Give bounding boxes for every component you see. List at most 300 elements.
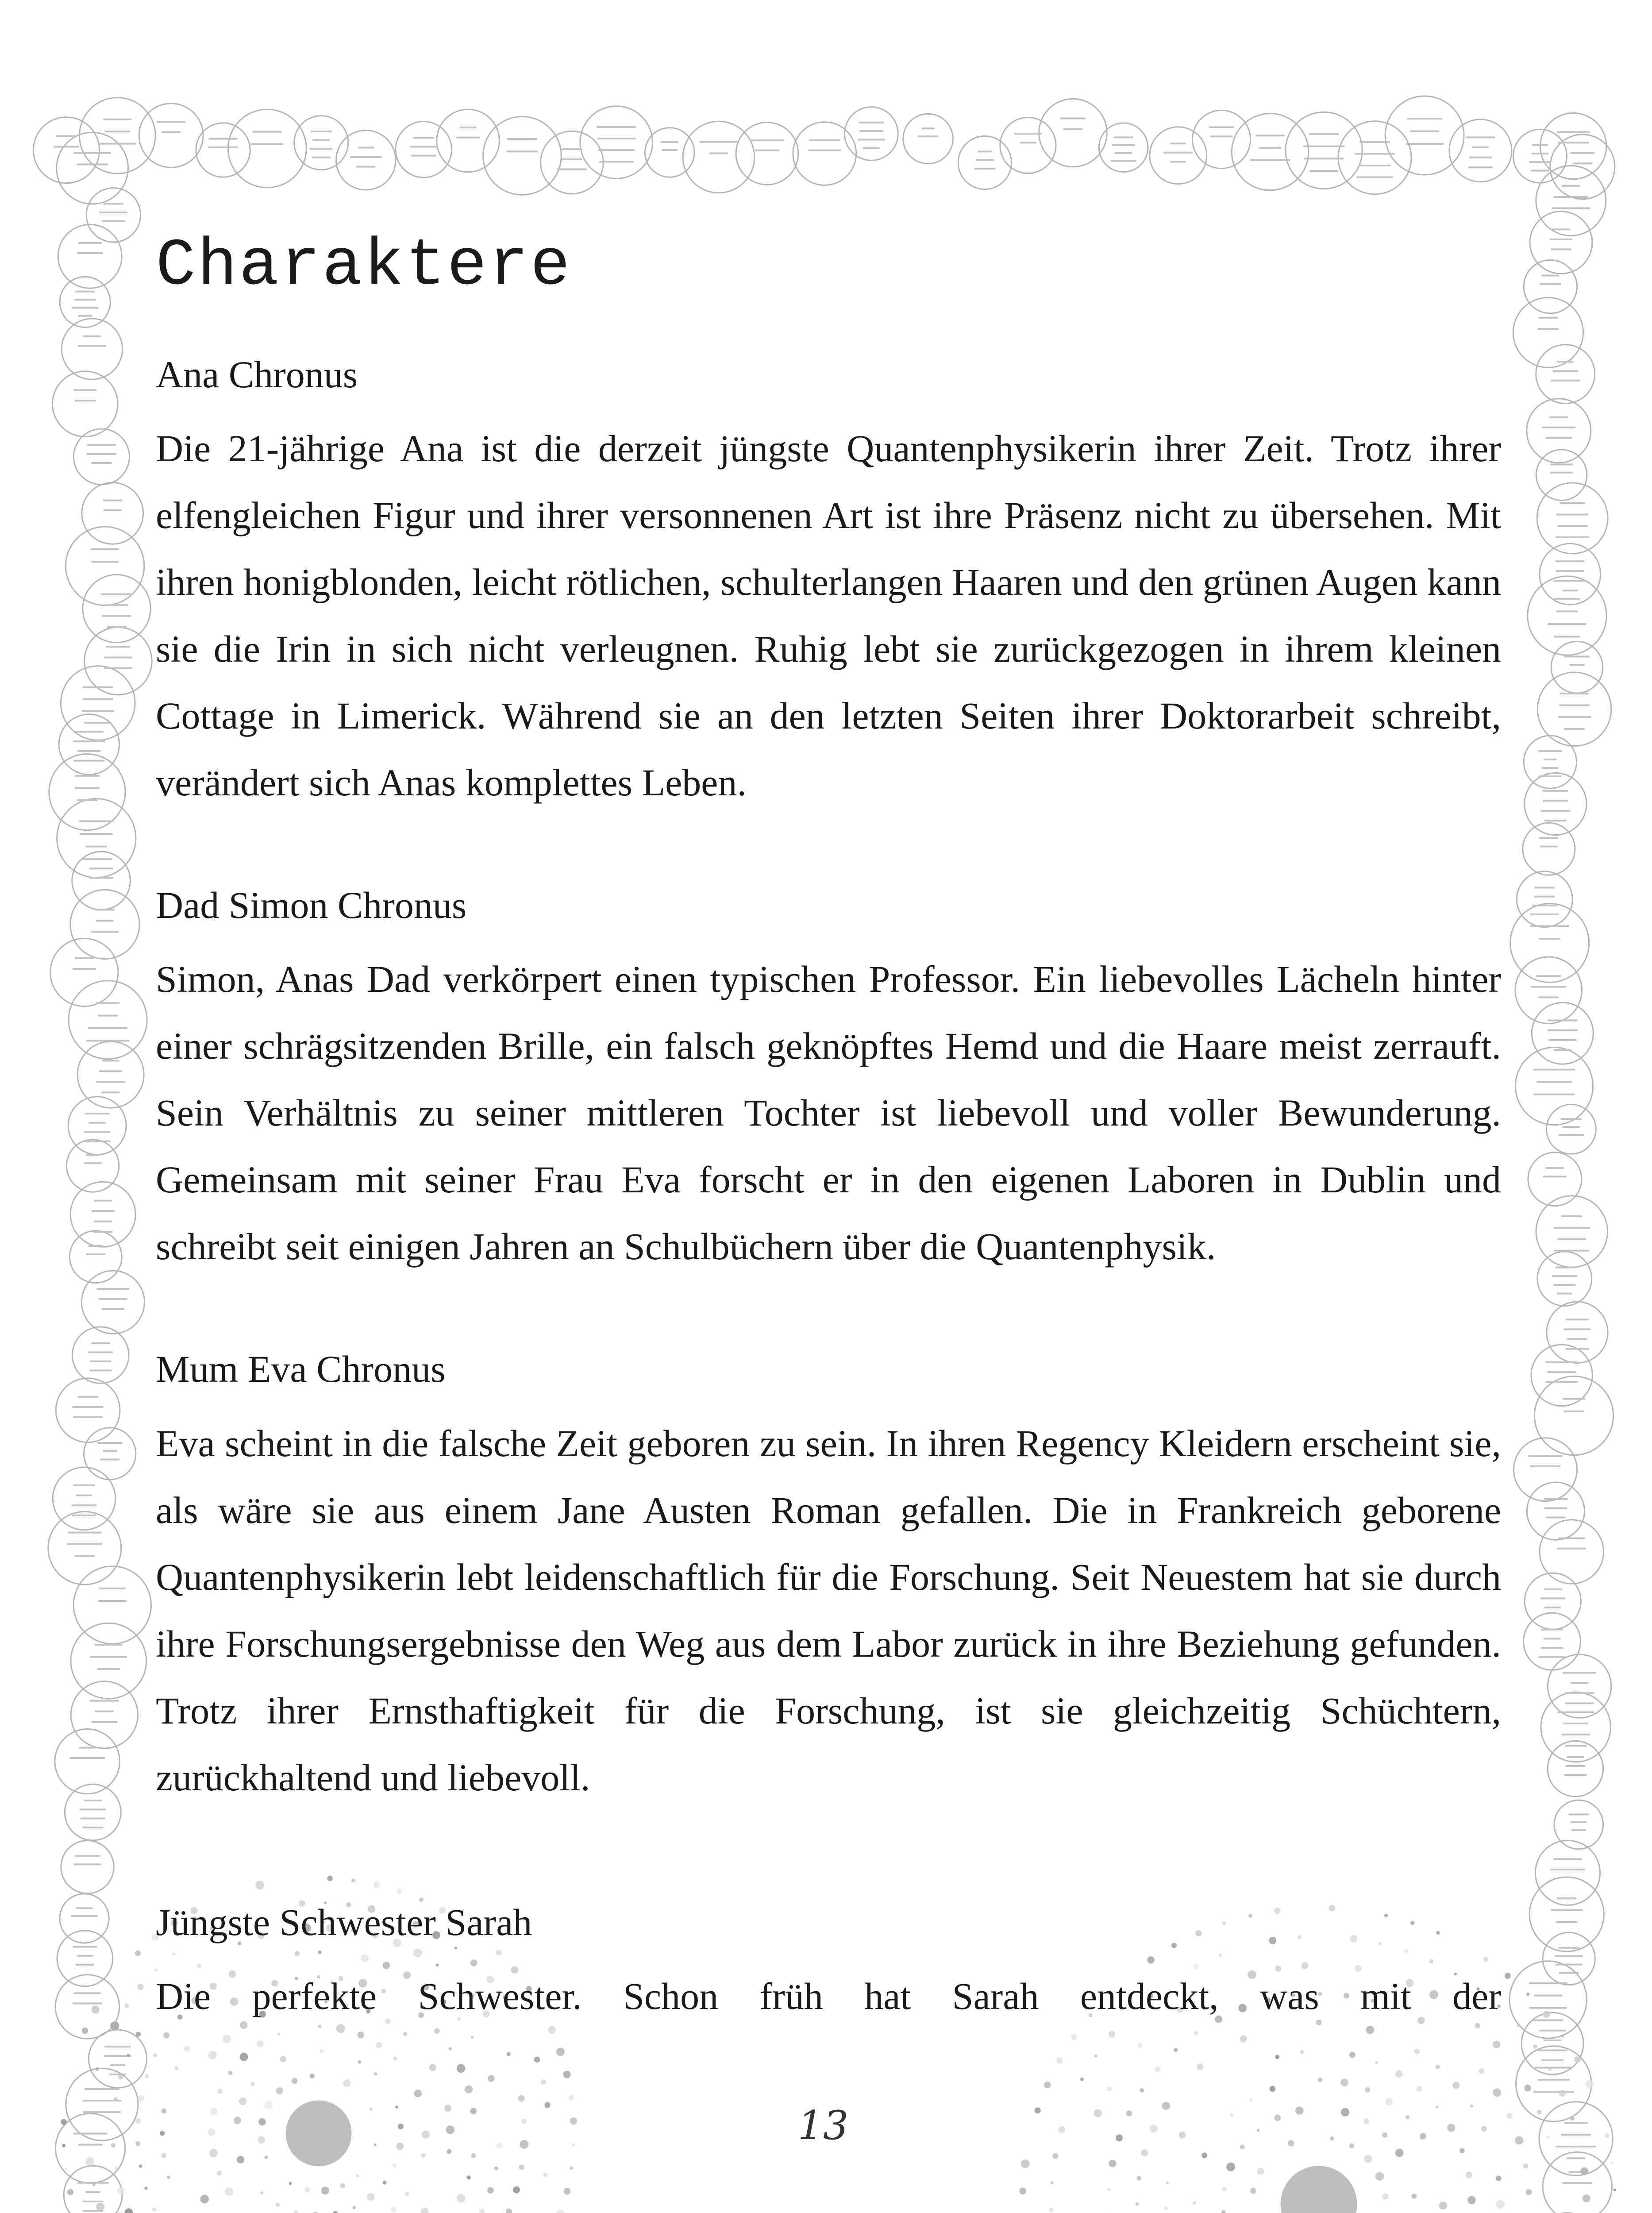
border-circle-scribble [251,143,283,145]
border-circle [1517,871,1572,927]
border-circle-scribble [922,127,935,129]
border-circle [53,371,118,437]
border-circle-scribble [109,2074,126,2075]
border-circle-scribble [1530,914,1559,915]
border-circle-scribble [77,252,103,254]
border-circle-scribble [858,139,885,140]
border-circle [1523,823,1575,875]
border-circle [1532,1002,1593,1064]
border-circle [1524,1613,1581,1670]
border-circle [84,1428,136,1480]
border-circle-scribble [80,833,113,835]
border-circle-scribble [1557,361,1573,362]
border-circle-scribble [253,131,282,133]
border-circle-scribble [1406,143,1444,145]
border-circle-scribble [89,1351,113,1353]
border-circle-scribble [104,657,132,659]
border-circle-scribble [1557,1897,1576,1899]
border-circle-scribble [1555,1955,1583,1957]
border-circle-scribble [1556,1921,1578,1923]
border-circle-scribble [97,1288,130,1290]
border-circle-scribble [99,1070,122,1072]
border-circle-scribble [1554,1227,1590,1229]
border-circle [69,981,147,1059]
border-circle-scribble [78,242,101,244]
border-circle-scribble [662,149,678,151]
border-circle-scribble [1564,2122,1588,2124]
character-name: Jüngste Schwester Sarah [156,1901,532,1943]
border-circle-scribble [72,1504,97,1506]
border-circle-scribble [157,121,185,123]
border-circle-scribble [1534,2091,1574,2093]
border-circle-scribble [1556,2146,1596,2147]
border-circle-scribble [1556,1964,1583,1966]
border-circle-scribble [77,750,101,752]
border-circle [65,1784,121,1840]
border-circle-scribble [99,143,136,145]
border-circle-scribble [90,1700,119,1701]
border-circle-scribble [102,1060,119,1061]
border-circle-scribble [1540,283,1561,285]
border-circle-scribble [1548,623,1587,625]
border-circle-scribble [1544,1588,1562,1590]
border-circle-scribble [1309,133,1339,135]
border-circle [69,1231,122,1283]
border-circle-scribble [1553,1284,1576,1286]
border-circle [736,123,798,185]
character-description: Die 21-jährige Ana ist die derzeit jüngste Quantenphysikerin ihrer Zeit. Trotz ihrer elfengleichen Figur und ihrer versonnenen Art ist ihre Präsenz nicht zu übersehen. Mit ihren honigblonden, leicht rötlichen, schulterlangen Haaren und den grünen Augen kann sie die Irin in sich nicht verleugnen. Ruhig lebt sie zurückgezogen in ihrem kleinen Cottage in Limerick. Während sie an den letzten Seiten ihrer Doktorarbeit schreibt, verändert sich Anas komplettes Leben. [156,427,1501,804]
border-circle-scribble [1544,1607,1561,1608]
border-circle-scribble [1540,810,1570,812]
border-circle-scribble [974,168,996,170]
border-circle-scribble [1556,1267,1574,1268]
border-circle-scribble [1556,570,1584,572]
border-circle-scribble [78,315,92,317]
border-circle-scribble [1546,1167,1564,1169]
border-circle-scribble [1538,2050,1567,2051]
border-circle [1529,1877,1604,1951]
border-circle-scribble [311,131,331,132]
border-circle-scribble [208,147,238,148]
border-circle-scribble [859,130,883,132]
border-circle-scribble [92,1721,117,1723]
border-circle-scribble [1565,1702,1594,1704]
border-circle [1537,483,1608,554]
border-circle-scribble [1532,144,1548,146]
border-circle-scribble [102,220,125,222]
border-circle-scribble [1557,525,1587,527]
border-circle-scribble [1534,1094,1575,1095]
border-circle [1039,99,1107,167]
border-circle [793,122,856,185]
border-circle-scribble [54,146,79,148]
border-circle-scribble [1468,166,1493,168]
border-circle-scribble [312,139,330,141]
border-circle-scribble [1564,1328,1590,1330]
border-circle [1547,1302,1608,1363]
border-circle-scribble [1529,2007,1567,2009]
border-circle-scribble [1556,610,1578,612]
border-circle-scribble [100,1459,119,1461]
border-circle-scribble [1540,846,1557,848]
border-circle [903,114,953,164]
border-circle-scribble [99,1298,127,1300]
border-circle [1548,1654,1611,1718]
border-circle-scribble [1359,141,1390,143]
border-circle-scribble [1544,759,1557,760]
border-circle [1530,212,1592,274]
border-circle-scribble [507,138,537,140]
border-circle-scribble [1551,380,1580,382]
border-circle-scribble [102,1308,124,1310]
border-circle-scribble [1544,1507,1567,1509]
border-circle-scribble [89,1369,112,1371]
border-circle-scribble [1539,775,1562,777]
border-circle-scribble [1553,370,1578,372]
border-circle-scribble [88,1027,127,1029]
border-circle-scribble [96,1081,125,1083]
border-circle-scribble [87,444,116,446]
border-circle-scribble [1063,128,1082,130]
border-circle-scribble [1250,159,1290,161]
border-circle-scribble [1531,170,1549,172]
border-circle-scribble [75,775,100,777]
character-name: Dad Simon Chronus [156,884,467,927]
border-circle [72,1327,129,1384]
border-circle-scribble [99,1588,126,1589]
border-circle-scribble [1530,925,1569,927]
border-circle-scribble [1566,1765,1585,1767]
border-circle-scribble [597,126,636,128]
border-circle-scribble [1304,158,1344,159]
border-circle-scribble [1210,135,1232,137]
border-circle-scribble [103,1450,117,1452]
border-circle-scribble [1542,767,1558,769]
border-circle-scribble [863,147,880,149]
border-circle-scribble [89,1122,106,1124]
border-circle-scribble [1571,1682,1589,1684]
border-circle [72,852,131,910]
border-circle-scribble [1356,176,1393,178]
border-circle-scribble [1552,228,1571,230]
border-circle-scribble [1014,133,1041,135]
border-circle-scribble [1530,1465,1560,1467]
border-circle-scribble [1563,1723,1588,1724]
border-circle-scribble [74,760,105,762]
border-circle-scribble [73,740,105,742]
border-circle-scribble [94,1221,112,1222]
border-circle-scribble [1559,705,1589,706]
border-circle-scribble [310,148,332,150]
border-circle [61,1841,114,1893]
border-circle-scribble [93,1231,112,1233]
border-circle-scribble [73,389,96,391]
border-circle [1536,345,1595,404]
border-circle-scribble [859,122,884,123]
border-circle-scribble [74,1863,101,1865]
border-circle-scribble [80,1808,106,1810]
border-circle-scribble [1556,560,1584,562]
border-circle [1515,1047,1593,1125]
border-circle [1000,117,1056,173]
border-circle-scribble [1171,161,1186,162]
border-circle-scribble [1567,1756,1584,1758]
border-circle-scribble [91,561,118,563]
border-circle-scribble [73,2133,108,2135]
border-circle-scribble [411,155,436,157]
border-circle-scribble [162,131,181,133]
border-circle-scribble [1539,1656,1565,1658]
border-circle-scribble [83,698,113,700]
border-circle [1527,399,1591,463]
border-circle-scribble [1546,1517,1566,1519]
border-circle [541,131,604,194]
border-circle-scribble [1550,472,1573,474]
border-circle-scribble [71,1915,98,1917]
page-number: 13 [797,2102,849,2149]
border-circle-scribble [1566,1348,1589,1350]
border-circle [336,131,396,190]
border-circle-scribble [1552,207,1590,209]
border-circle-scribble [97,1668,120,1670]
border-circle-scribble [1563,2182,1592,2184]
border-circle [1286,112,1362,189]
border-circle-scribble [84,1131,111,1133]
character-section-ana [156,352,1501,816]
border-circle-scribble [73,152,111,154]
border-circle-scribble [1535,2067,1573,2069]
border-circle [1521,2013,1583,2074]
border-circle [70,1182,135,1247]
border-circle [1515,957,1582,1024]
border-circle-scribble [73,2003,102,2005]
border-circle-scribble [1554,196,1588,198]
border-circle-scribble [1544,1638,1561,1639]
border-circle-scribble [1548,1029,1578,1031]
border-circle-scribble [710,152,728,154]
border-circle-scribble [1551,1869,1585,1870]
border-circle-scribble [1564,655,1590,657]
border-circle-scribble [73,1406,104,1408]
border-circle-scribble [85,2088,119,2090]
border-circle-scribble [94,1200,112,1202]
border-circle-scribble [87,453,116,455]
border-circle-scribble [86,1154,100,1156]
border-circle-scribble [1534,1995,1562,1997]
border-circle-scribble [98,1015,118,1017]
character-description: Simon, Anas Dad verkörpert einen typischen Professor. Ein liebevolles Lächeln hinter einer schrägsitzenden Brille, ein falsch geknöpftes Hemd und die Haare meist zerrauft. Sein Verhältnis zu seiner mittleren Tochter ist liebevoll und voller Bewunderung. Gemeinsam mit seiner Frau Eva forscht er in den eigenen Laboren in Dublin und schreibt seit einigen Jahren an Schulbüchern über die Quantenphysik. [156,958,1501,1268]
character-name: Ana Chronus [156,353,358,396]
border-circle-scribble [75,400,96,401]
border-circle-scribble [1570,664,1585,666]
border-circle-scribble [1529,1982,1567,1984]
border-circle-scribble [76,1495,92,1496]
border-circle [1524,260,1577,313]
border-circle-scribble [1541,2059,1563,2061]
border-circle-scribble [1571,1829,1586,1831]
border-circle-scribble [79,1747,96,1749]
character-section-simon [156,883,1501,1280]
border-circle-scribble [1561,1118,1582,1120]
border-circle-scribble [1554,1250,1589,1252]
border-circle-scribble [1552,1275,1577,1277]
border-circle [1537,1252,1592,1306]
border-circle-scribble [75,787,100,789]
border-circle-scribble [597,138,635,139]
border-circle-scribble [1541,1647,1563,1649]
border-circle [1540,113,1606,179]
border-circle-scribble [1545,1381,1578,1383]
border-circle [49,754,125,830]
border-circle-scribble [1359,165,1391,166]
border-circle-scribble [84,1800,102,1801]
border-circle-scribble [1556,536,1589,538]
border-circle-scribble [76,1907,93,1909]
border-circle-scribble [1553,580,1587,582]
border-circle [57,799,136,878]
border-circle-scribble [81,1818,105,1820]
border-circle-scribble [84,1162,101,1164]
border-circle-scribble [1539,317,1558,319]
border-circle [56,1378,120,1442]
border-circle-scribble [106,646,130,648]
border-circle-scribble [312,157,331,158]
border-circle-scribble [1545,1361,1578,1363]
border-circle [196,123,250,177]
border-circle-scribble [1564,1411,1584,1412]
border-circle-scribble [1563,1398,1585,1400]
border-circle-scribble [104,667,132,669]
border-circle [437,109,500,172]
border-circle-scribble [1544,820,1567,821]
border-circle-scribble [1532,905,1557,906]
border-circle-scribble [78,2144,102,2146]
border-circle-scribble [75,1855,100,1857]
border-circle-scribble [96,1002,119,1004]
chapter-title: Charaktere [156,229,572,304]
border-circle-scribble [1564,728,1584,730]
border-circle [71,1623,146,1699]
border-circle-scribble [1551,1909,1583,1911]
border-circle-scribble [1562,590,1578,591]
border-circle [1449,120,1512,182]
border-circle [845,107,898,161]
border-circle [58,224,122,288]
border-circle-scribble [978,150,992,152]
border-circle-scribble [456,137,480,139]
border-circle-scribble [73,968,96,970]
border-circle-scribble [356,166,375,168]
border-circle-scribble [77,799,97,801]
border-circle-scribble [98,1600,127,1602]
border-circle-scribble [1548,1371,1576,1373]
border-circle-scribble [1571,1821,1587,1823]
border-circle-scribble [102,1091,119,1093]
border-circle-scribble [105,131,131,132]
border-circle-scribble [72,1515,96,1516]
border-circle [1535,1376,1613,1455]
border-circle-scribble [103,203,123,204]
border-circle-scribble [1550,463,1573,465]
border-circle-scribble [1407,118,1442,120]
border-circle [79,97,155,173]
border-circle-scribble [72,307,98,308]
border-circle-scribble [104,2046,131,2047]
border-circle-scribble [91,548,119,550]
border-circle-scribble [1538,328,1559,330]
border-circle-scribble [1539,938,1560,940]
border-circle-scribble [1561,1215,1582,1217]
border-circle-scribble [1259,147,1281,149]
border-circle-scribble [1115,152,1132,154]
border-circle-scribble [1573,162,1593,164]
border-circle-scribble [1567,1338,1587,1340]
border-circle-scribble [1567,2157,1585,2159]
border-circle [1547,1104,1596,1154]
border-circle-scribble [1556,514,1588,516]
border-circle-scribble [755,150,779,151]
border-circle [1543,1932,1595,1985]
border-circle [1531,1345,1593,1406]
border-circle-scribble [1544,2040,1562,2041]
border-circle-scribble [1557,131,1590,133]
border-circle [1550,135,1615,199]
border-circle-scribble [976,159,994,161]
border-circle-scribble [79,821,114,822]
border-circle-scribble [1557,1712,1594,1713]
border-circle-scribble [1558,716,1591,718]
border-circle [62,319,122,379]
border-circle-scribble [1410,131,1439,132]
border-circle-scribble [1561,2134,1591,2136]
border-circle-scribble [86,2191,100,2193]
border-circle-scribble [97,1442,122,1444]
border-circle [70,890,139,959]
border-circle-scribble [1163,152,1193,154]
border-circle-scribble [1559,1134,1584,1136]
border-circle-scribble [1539,2030,1566,2032]
border-circle-scribble [77,164,108,166]
border-circle-scribble [91,931,119,933]
border-circle-scribble [86,1253,105,1255]
border-circle [83,574,150,642]
border-circle-scribble [75,291,95,293]
border-circle [81,1271,144,1334]
border-circle [1540,1520,1604,1584]
border-circle-scribble [1562,1734,1590,1735]
border-circle [1535,1840,1600,1905]
border-circle-scribble [1564,1774,1587,1776]
border-circle-scribble [95,909,114,910]
border-circle-scribble [83,2201,103,2202]
border-circle-scribble [1543,790,1568,792]
border-circle [1513,129,1567,183]
border-circle-scribble [1563,1126,1580,1128]
border-circle-scribble [1541,1629,1563,1631]
border-circle-scribble [81,858,112,860]
border-circle-scribble [110,2064,125,2066]
border-circle-scribble [1209,126,1234,128]
border-circle [53,1467,116,1530]
border-circle-scribble [84,1141,111,1142]
border-circle-scribble [85,722,112,724]
border-circle [1514,1438,1577,1501]
character-name: Mum Eva Chronus [156,1348,446,1391]
border-circle-scribble [83,335,101,337]
border-circle [580,106,653,179]
border-circle [1551,641,1603,693]
border-circle-scribble [78,1396,98,1398]
